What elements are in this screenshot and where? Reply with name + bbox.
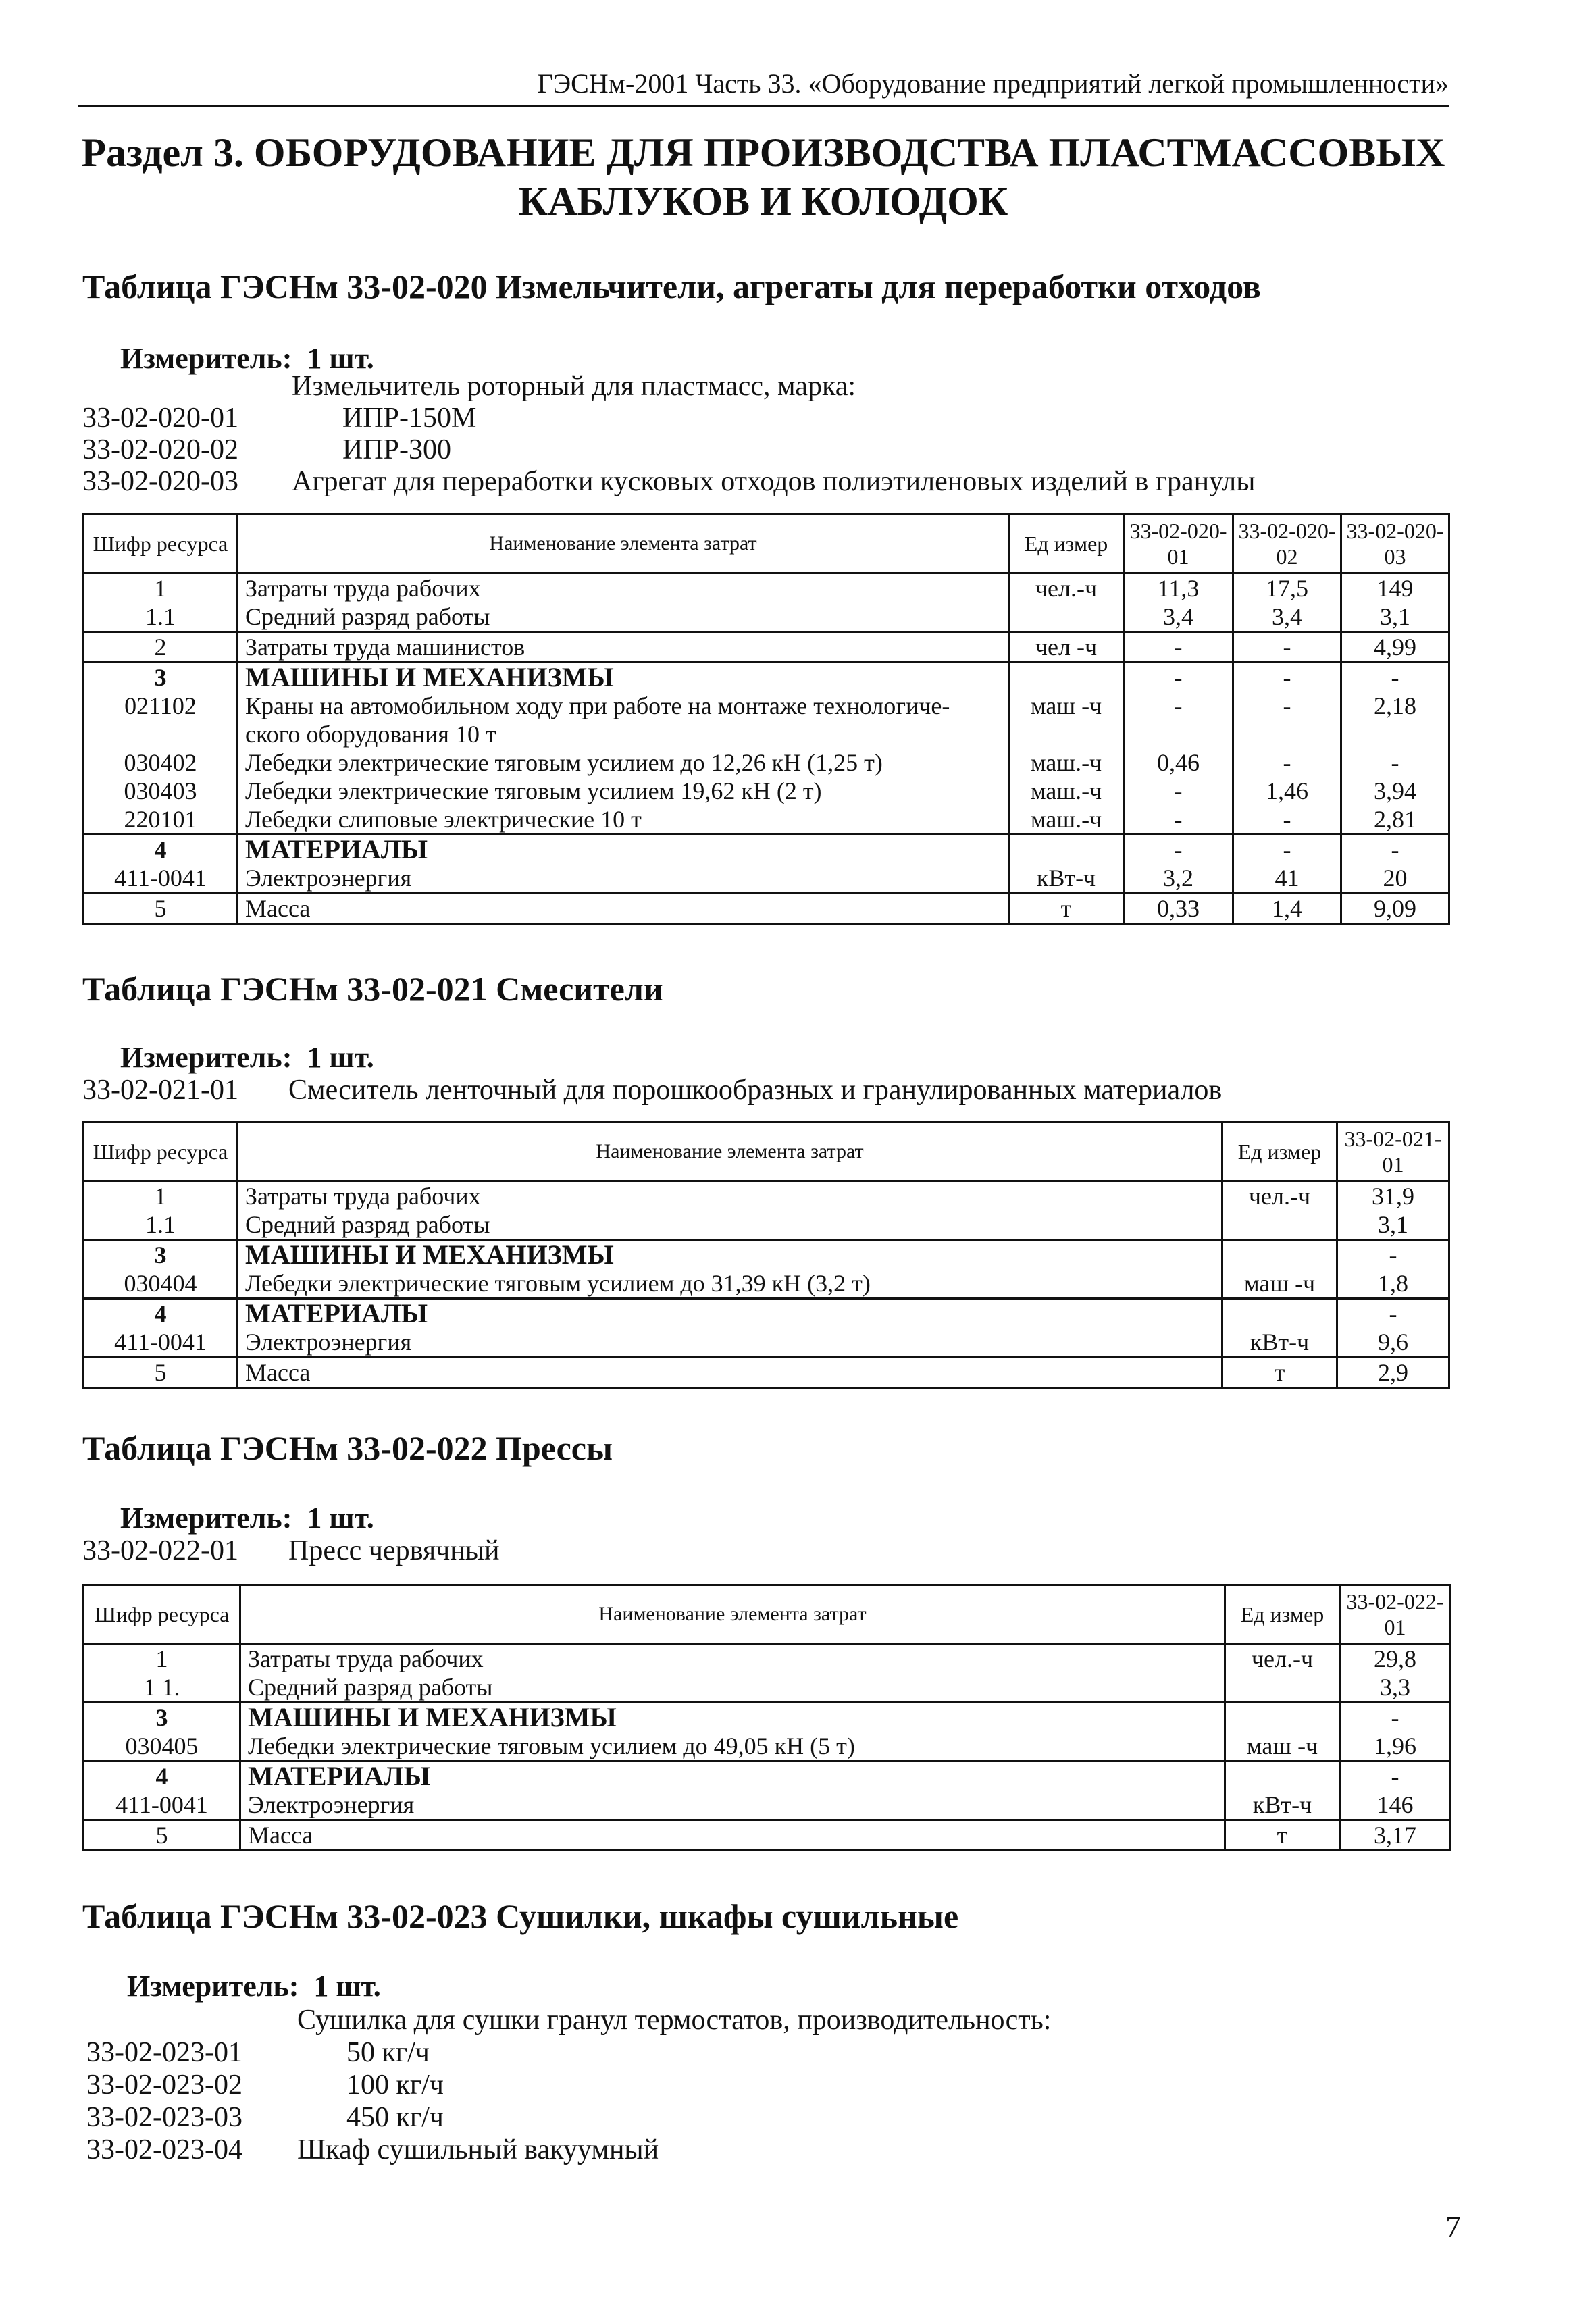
table-row — [84, 894, 1449, 924]
item-code: 33-02-023-01 — [86, 2037, 242, 2068]
meter-line — [120, 1040, 374, 1075]
item-code: 33-02-020-03 — [82, 466, 238, 497]
row-unit: кВт-ч — [1225, 1791, 1340, 1820]
intro-text: Сушилка для сушки гранул термостатов, производительность: — [297, 2005, 1052, 2036]
item-text: ИПР-150М — [342, 403, 477, 434]
item-text: Пресс червячный — [288, 1535, 500, 1566]
row-unit: маш -ч — [1222, 1269, 1337, 1299]
table-title: Таблица ГЭСНм 33-02-022 Прессы — [82, 1429, 613, 1467]
row-value: 3,17 — [1340, 1820, 1451, 1851]
row-value: - — [1233, 748, 1341, 777]
row-value: - — [1124, 692, 1233, 748]
col-value-header: 33-02-020-02 — [1233, 515, 1341, 573]
row-unit: маш.-ч — [1009, 777, 1124, 805]
item-code: 33-02-020-02 — [82, 434, 238, 465]
item-code: 33-02-021-01 — [82, 1075, 238, 1106]
row-value: 31,9 — [1337, 1181, 1449, 1211]
row-code: 030402 — [84, 748, 238, 777]
row-name: МАШИНЫ И МЕХАНИЗМЫ — [238, 663, 1009, 692]
row-name: Затраты труда рабочих — [240, 1644, 1225, 1674]
table-row — [84, 1762, 1451, 1791]
row-name: Лебедки электрические тяговым усилием 19,62 кН (2 т) — [238, 777, 1009, 805]
row-unit: т — [1009, 894, 1124, 924]
table-row — [84, 1644, 1451, 1674]
row-value: 3,1 — [1341, 602, 1449, 632]
row-value: 0,33 — [1124, 894, 1233, 924]
table-row — [84, 663, 1449, 692]
row-value: - — [1124, 835, 1233, 865]
row-name: МАТЕРИАЛЫ — [240, 1762, 1225, 1791]
row-value: 1,8 — [1337, 1269, 1449, 1299]
row-code: 4 — [84, 1762, 240, 1791]
row-code: 030404 — [84, 1269, 238, 1299]
row-name: Лебедки электрические тяговым усилием до 12,26 кН (1,25 т) — [238, 748, 1009, 777]
table-title: Таблица ГЭСНм 33-02-023 Сушилки, шкафы сушильные — [82, 1897, 959, 1935]
row-value: 146 — [1340, 1791, 1451, 1820]
col-name-header: Наименование элемента затрат — [240, 1585, 1225, 1644]
row-code: 1 1. — [84, 1673, 240, 1703]
row-value: - — [1341, 835, 1449, 865]
row-name: МАТЕРИАЛЫ — [238, 835, 1009, 865]
row-value: 11,3 — [1124, 573, 1233, 603]
row-value: - — [1124, 777, 1233, 805]
row-value: 41 — [1233, 864, 1341, 894]
row-name: МАШИНЫ И МЕХАНИЗМЫ — [238, 1240, 1222, 1270]
table-row — [84, 1673, 1451, 1703]
row-unit — [1222, 1240, 1337, 1270]
row-code: 1 — [84, 573, 238, 603]
row-name: Средний разряд работы — [238, 602, 1009, 632]
table-row — [84, 1703, 1451, 1732]
row-code: 1.1 — [84, 602, 238, 632]
row-unit: маш.-ч — [1009, 805, 1124, 835]
row-name: Лебедки слиповые электрические 10 т — [238, 805, 1009, 835]
col-name-header: Наименование элемента затрат — [238, 515, 1009, 573]
row-value: - — [1341, 663, 1449, 692]
row-code: 3 — [84, 1240, 238, 1270]
row-value: 2,18 — [1341, 692, 1449, 748]
meter-value: 1 шт. — [313, 1970, 381, 2003]
row-unit — [1222, 1299, 1337, 1329]
row-code: 5 — [84, 1820, 240, 1851]
row-code: 2 — [84, 632, 238, 663]
col-code-header: Шифр ресурса — [84, 515, 238, 573]
meter-label: Измеритель: — [120, 1041, 292, 1074]
col-value-header: 33-02-020-01 — [1124, 515, 1233, 573]
row-name: Масса — [238, 1358, 1222, 1388]
row-value: - — [1337, 1299, 1449, 1329]
row-unit: чел.-ч — [1009, 573, 1124, 603]
row-name: Электроэнергия — [238, 864, 1009, 894]
row-value: 9,09 — [1341, 894, 1449, 924]
item-text: ИПР-300 — [342, 434, 452, 465]
row-value: 3,4 — [1124, 602, 1233, 632]
row-value: 2,81 — [1341, 805, 1449, 835]
row-value: 3,1 — [1337, 1210, 1449, 1240]
table-row — [84, 1210, 1449, 1240]
row-value: - — [1124, 805, 1233, 835]
row-name: МАШИНЫ И МЕХАНИЗМЫ — [240, 1703, 1225, 1732]
table-row — [84, 573, 1449, 603]
meter-value: 1 шт. — [307, 1041, 374, 1074]
table-row — [84, 1820, 1451, 1851]
col-unit-header: Ед измер — [1225, 1585, 1340, 1644]
item-text: Шкаф сушильный вакуумный — [297, 2134, 659, 2165]
table-title: Таблица ГЭСНм 33-02-020 Измельчители, агрегаты для переработки отходов — [82, 267, 1261, 305]
row-code: 1.1 — [84, 1210, 238, 1240]
page-number: 7 — [1445, 2209, 1461, 2244]
section-title — [78, 128, 1449, 226]
row-value: - — [1233, 835, 1341, 865]
row-unit — [1009, 663, 1124, 692]
table-row — [84, 864, 1449, 894]
table-row — [84, 1791, 1451, 1820]
meter-value: 1 шт. — [307, 342, 374, 375]
table-row — [84, 1328, 1449, 1358]
table-header-row — [84, 1585, 1451, 1644]
row-value: 1,4 — [1233, 894, 1341, 924]
item-code: 33-02-022-01 — [82, 1535, 238, 1566]
row-value: 4,99 — [1341, 632, 1449, 663]
row-value: - — [1233, 663, 1341, 692]
table-title: Таблица ГЭСНм 33-02-021 Смесители — [82, 970, 663, 1008]
row-name: Лебедки электрические тяговым усилием до 49,05 кН (5 т) — [240, 1732, 1225, 1762]
row-name: Средний разряд работы — [240, 1673, 1225, 1703]
row-unit: маш -ч — [1225, 1732, 1340, 1762]
table-row — [84, 1181, 1449, 1211]
meter-label: Измеритель: — [127, 1970, 299, 2003]
row-name: Затраты труда рабочих — [238, 1181, 1222, 1211]
table-header-row — [84, 515, 1449, 573]
row-unit: маш -ч — [1009, 692, 1124, 748]
row-code: 4 — [84, 835, 238, 865]
col-value-header: 33-02-022-01 — [1340, 1585, 1451, 1644]
row-unit — [1225, 1673, 1340, 1703]
row-code: 3 — [84, 663, 238, 692]
row-unit: т — [1222, 1358, 1337, 1388]
section-title-line2: КАБЛУКОВ И КОЛОДОК — [518, 179, 1008, 224]
row-code: 021102 — [84, 692, 238, 748]
meter-line — [127, 1969, 381, 2003]
row-code: 030405 — [84, 1732, 240, 1762]
row-value: - — [1233, 805, 1341, 835]
intro-text: Измельчитель роторный для пластмасс, марка: — [292, 371, 856, 402]
row-code: 1 — [84, 1181, 238, 1211]
row-unit: т — [1225, 1820, 1340, 1851]
row-code: 4 — [84, 1299, 238, 1329]
meter-label: Измеритель: — [120, 342, 292, 375]
row-unit: чел -ч — [1009, 632, 1124, 663]
row-name: Электроэнергия — [240, 1791, 1225, 1820]
row-value: 29,8 — [1340, 1644, 1451, 1674]
row-name: Средний разряд работы — [238, 1210, 1222, 1240]
table-row — [84, 692, 1449, 748]
row-code: 5 — [84, 894, 238, 924]
col-value-header: 33-02-021-01 — [1337, 1123, 1449, 1181]
row-unit: кВт-ч — [1222, 1328, 1337, 1358]
row-name: Электроэнергия — [238, 1328, 1222, 1358]
row-unit — [1009, 835, 1124, 865]
item-text: Агрегат для переработки кусковых отходов полиэтиленовых изделий в гранулы — [292, 466, 1256, 497]
item-text: Смеситель ленточный для порошкообразных и гранулированных материалов — [288, 1075, 1222, 1106]
row-value: 3,94 — [1341, 777, 1449, 805]
col-code-header: Шифр ресурса — [84, 1585, 240, 1644]
row-value: - — [1341, 748, 1449, 777]
row-code: 030403 — [84, 777, 238, 805]
row-value: 2,9 — [1337, 1358, 1449, 1388]
row-code: 220101 — [84, 805, 238, 835]
table-header-row — [84, 1123, 1449, 1181]
row-value: - — [1340, 1762, 1451, 1791]
row-value: 1,96 — [1340, 1732, 1451, 1762]
row-value: - — [1233, 692, 1341, 748]
row-value: 3,3 — [1340, 1673, 1451, 1703]
col-unit-header: Ед измер — [1009, 515, 1124, 573]
row-code: 1 — [84, 1644, 240, 1674]
meter-label: Измеритель: — [120, 1501, 292, 1535]
row-value: 3,4 — [1233, 602, 1341, 632]
meter-value: 1 шт. — [307, 1501, 374, 1535]
row-value: 20 — [1341, 864, 1449, 894]
row-name: Затраты труда рабочих — [238, 573, 1009, 603]
row-value: - — [1340, 1703, 1451, 1732]
col-value-header: 33-02-020-03 — [1341, 515, 1449, 573]
resource-table — [82, 513, 1450, 925]
table-row — [84, 1358, 1449, 1388]
table-row — [84, 1299, 1449, 1329]
row-code: 5 — [84, 1358, 238, 1388]
col-name-header: Наименование элемента затрат — [238, 1123, 1222, 1181]
table-row — [84, 602, 1449, 632]
item-code: 33-02-023-02 — [86, 2069, 242, 2101]
row-unit — [1222, 1210, 1337, 1240]
row-value: 9,6 — [1337, 1328, 1449, 1358]
table-row — [84, 777, 1449, 805]
row-value: - — [1124, 663, 1233, 692]
table-row — [84, 748, 1449, 777]
row-name: Масса — [238, 894, 1009, 924]
row-value: 1,46 — [1233, 777, 1341, 805]
col-unit-header: Ед измер — [1222, 1123, 1337, 1181]
row-value: - — [1124, 632, 1233, 663]
table-row — [84, 805, 1449, 835]
row-name: МАТЕРИАЛЫ — [238, 1299, 1222, 1329]
row-value: 3,2 — [1124, 864, 1233, 894]
row-name: Краны на автомобильном ходу при работе на монтаже технологиче-ского оборудования 10 т — [238, 692, 1009, 748]
resource-table — [82, 1121, 1450, 1389]
item-code: 33-02-023-03 — [86, 2102, 242, 2133]
row-value: - — [1337, 1240, 1449, 1270]
table-row — [84, 1732, 1451, 1762]
row-value: 17,5 — [1233, 573, 1341, 603]
row-code: 411-0041 — [84, 1791, 240, 1820]
row-name: Масса — [240, 1820, 1225, 1851]
row-unit — [1225, 1703, 1340, 1732]
row-code: 411-0041 — [84, 864, 238, 894]
table-row — [84, 1269, 1449, 1299]
row-name: Лебедки электрические тяговым усилием до 31,39 кН (3,2 т) — [238, 1269, 1222, 1299]
row-unit: кВт-ч — [1009, 864, 1124, 894]
running-header: ГЭСНм-2001 Часть 33. «Оборудование предприятий легкой промышленности» — [78, 68, 1449, 107]
item-text: 450 кг/ч — [346, 2102, 444, 2133]
row-value: 0,46 — [1124, 748, 1233, 777]
row-value: - — [1233, 632, 1341, 663]
resource-table — [82, 1584, 1451, 1851]
row-unit: чел.-ч — [1225, 1644, 1340, 1674]
table-row — [84, 835, 1449, 865]
table-row — [84, 632, 1449, 663]
col-code-header: Шифр ресурса — [84, 1123, 238, 1181]
row-unit: маш.-ч — [1009, 748, 1124, 777]
row-unit: чел.-ч — [1222, 1181, 1337, 1211]
row-code: 3 — [84, 1703, 240, 1732]
table-row — [84, 1240, 1449, 1270]
row-name: Затраты труда машинистов — [238, 632, 1009, 663]
item-text: 50 кг/ч — [346, 2037, 430, 2068]
item-text: 100 кг/ч — [346, 2069, 444, 2101]
item-code: 33-02-020-01 — [82, 403, 238, 434]
item-code: 33-02-023-04 — [86, 2134, 242, 2165]
row-unit — [1225, 1762, 1340, 1791]
row-code: 411-0041 — [84, 1328, 238, 1358]
row-unit — [1009, 602, 1124, 632]
section-title-line1: Раздел 3. ОБОРУДОВАНИЕ ДЛЯ ПРОИЗВОДСТВА ПЛАСТМАССОВЫХ — [81, 130, 1445, 175]
meter-line — [120, 1501, 374, 1535]
row-value: 149 — [1341, 573, 1449, 603]
